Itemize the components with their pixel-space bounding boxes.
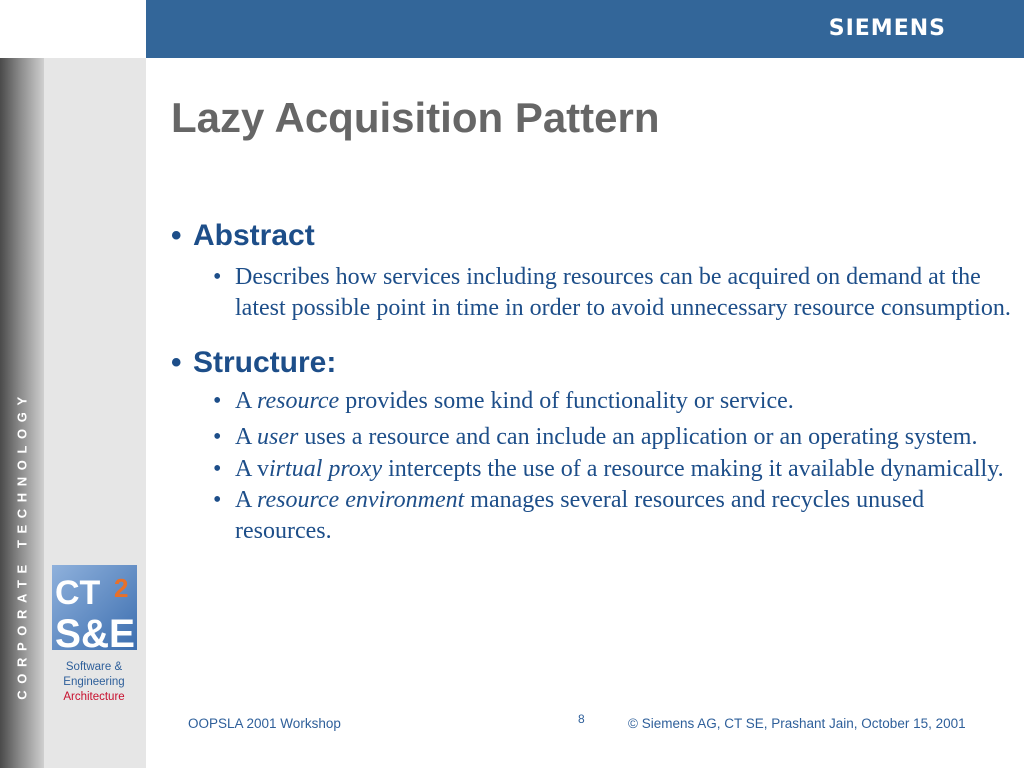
term-virtual-proxy: irtual proxy — [269, 456, 383, 482]
logo-caption-line3: Architecture — [63, 691, 125, 703]
bullet-icon: • — [213, 264, 222, 290]
bullet-icon: • — [213, 424, 222, 450]
bullet-icon: • — [171, 346, 182, 379]
corporate-technology-label: CORPORATE TECHNOLOGY — [14, 390, 30, 700]
logo-caption-line1: Software & — [65, 661, 123, 673]
slide-title: Lazy Acquisition Pattern — [171, 94, 660, 141]
section-heading-text: Abstract — [193, 219, 315, 252]
ct2-se-logo-icon — [52, 565, 137, 650]
logo-se-text: S&E — [55, 612, 135, 650]
term-resource-environment: resource environment — [257, 487, 465, 513]
bullet-icon: • — [213, 487, 222, 513]
logo-caption-line2: Engineering — [63, 676, 125, 688]
header-band — [146, 0, 1024, 58]
list-item: • A resource provides some kind of functionality or service. — [213, 386, 1011, 417]
list-item: • A resource environment manages several resources and recycles unused resources. — [213, 487, 925, 544]
list-item — [213, 262, 1011, 324]
logo-caption — [52, 660, 136, 705]
term-resource: resource — [257, 388, 340, 414]
slide-body — [171, 216, 1011, 547]
section-heading-text: Structure: — [193, 346, 337, 379]
section-heading-abstract — [171, 216, 1011, 256]
page-number: 8 — [578, 712, 585, 726]
term-user: user — [257, 424, 299, 450]
siemens-logo: SIEMENS — [828, 16, 946, 41]
logo-two-text: 2 — [114, 573, 129, 603]
bullet-icon: • — [171, 219, 182, 252]
footer-copyright: © Siemens AG, CT SE, Prashant Jain, October 15, 2001 — [628, 716, 966, 731]
bullet-icon: • — [213, 456, 222, 482]
list-item: • A user uses a resource and can include an application or an operating system. — [213, 420, 1011, 454]
footer-workshop: OOPSLA 2001 Workshop — [188, 716, 341, 731]
section-heading-structure — [171, 343, 1011, 383]
list-item-text: Describes how services including resources can be acquired on demand at the latest possible point in time in order to avoid unnecessary resource consumption. — [235, 264, 1011, 321]
list-item: • A virtual proxy intercepts the use of a resource making it available dynamically. — [213, 454, 1011, 485]
logo-ct-text: CT — [55, 574, 101, 612]
bullet-icon: • — [213, 388, 222, 414]
